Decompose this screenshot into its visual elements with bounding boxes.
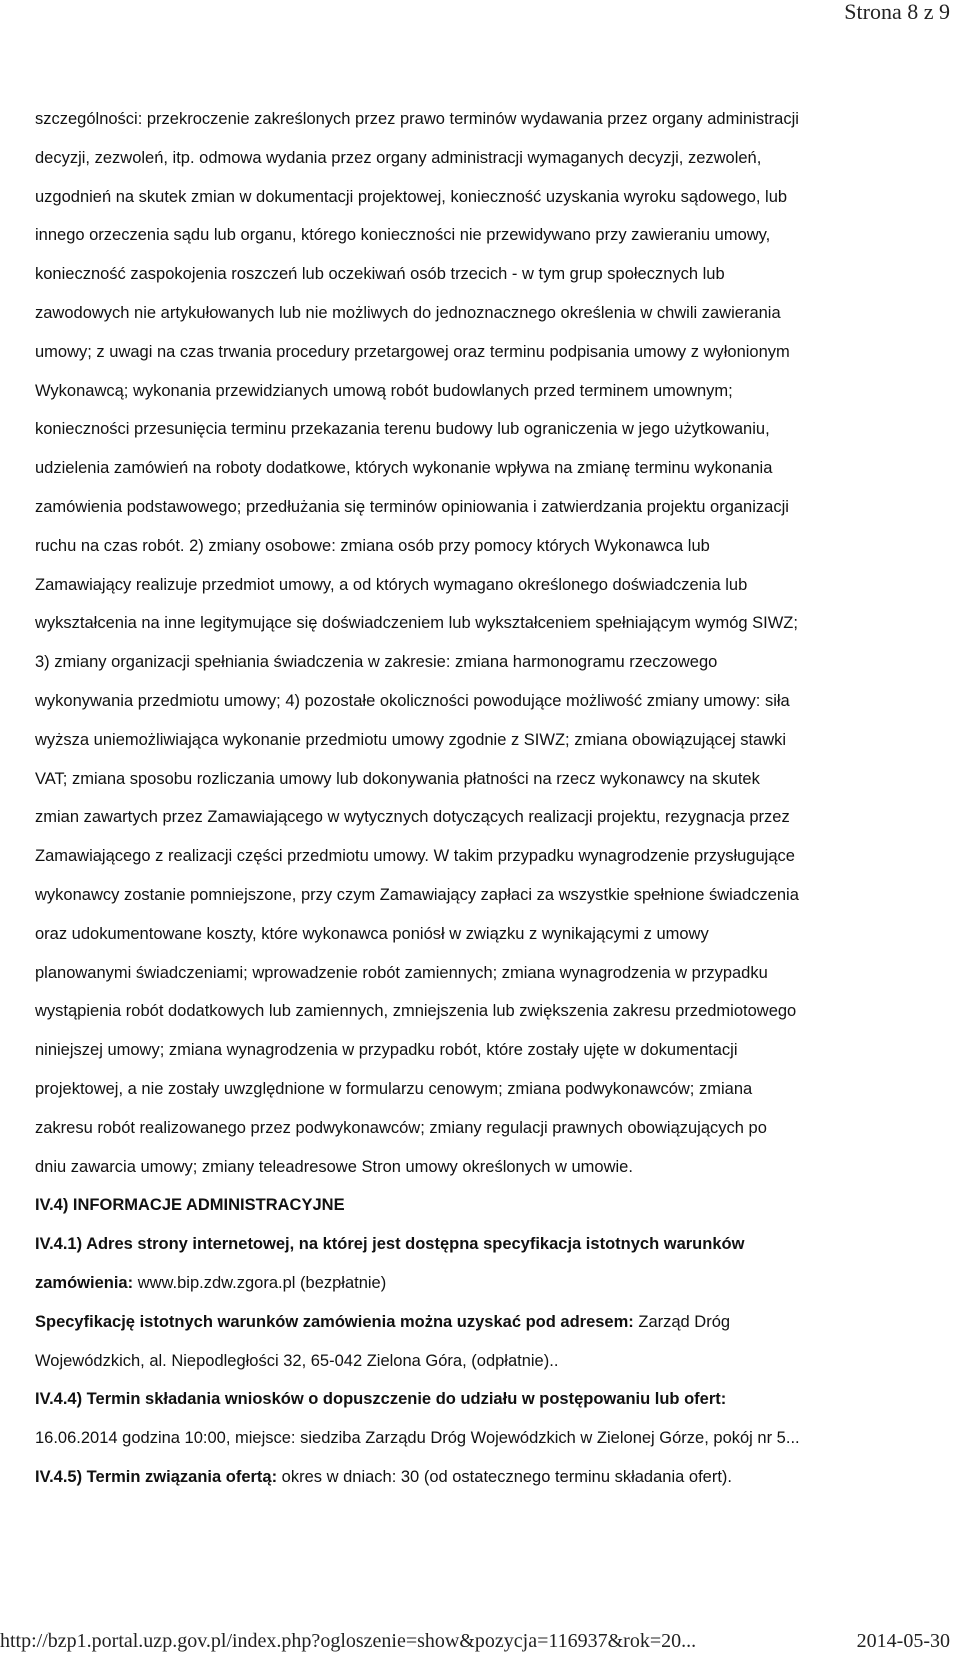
body-line: zamówienia podstawowego; przedłużania się terminów opiniowania i zatwierdzania projektu organizacji xyxy=(35,497,789,516)
body-line: 3) zmiany organizacji spełniania świadczenia w zakresie: zmiana harmonogramu rzeczowego xyxy=(35,653,718,672)
spec-url-line-1 xyxy=(35,1225,930,1264)
body-line: Zamawiającego z realizacji części przedmiotu umowy. W takim przypadku wynagrodzenie przysługujące xyxy=(35,847,795,866)
body-line: Zamawiający realizuje przedmiot umowy, a od których wymagano określonego doświadczenia lub xyxy=(35,575,748,594)
body-line: decyzji, zezwoleń, itp. odmowa wydania przez organy administracji wymaganych decyzji, zezwoleń, xyxy=(35,148,762,167)
body-line: udzielenia zamówień na roboty dodatkowe, których wykonanie wpływa na zmianę terminu wykonania xyxy=(35,459,773,478)
notice-body xyxy=(35,100,930,1497)
body-line: szczególności: przekroczenie zakreślonych przez prawo terminów wydawania przez organy administracji xyxy=(35,110,799,128)
body-line: Wykonawcą; wykonania przewidzianych umową robót budowlanych przed terminem umownym; xyxy=(35,381,733,400)
body-line: uzgodnień na skutek zmian w dokumentacji projektowej, konieczność uzyskania wyroku sądowego, lub xyxy=(35,187,788,206)
body-line: planowanymi świadczeniami; wprowadzenie robót zamiennych; zmiana wynagrodzenia w przypadku xyxy=(35,963,768,982)
spec-address-line-1 xyxy=(35,1303,930,1342)
footer-url: http://bzp1.portal.uzp.gov.pl/index.php?ogloszenie=show&pozycja=116937&rok=20... xyxy=(0,1630,697,1652)
deadline-value: 16.06.2014 godzina 10:00, miejsce: siedziba Zarządu Dróg Wojewódzkich w Zielonej Górze, pokój nr 5... xyxy=(35,1429,800,1448)
body-line: oraz udokumentowane koszty, które wykonawca poniósł w związku z wynikającymi z umowy xyxy=(35,924,709,943)
section-heading: IV.4) INFORMACJE ADMINISTRACYJNE xyxy=(35,1196,345,1215)
body-line: dniu zawarcia umowy; zmiany teleadresowe Stron umowy określonych w umowie. xyxy=(35,1157,633,1176)
body-line: konieczność zaspokojenia roszczeń lub oczekiwań osób trzecich - w tym grup społecznych lub xyxy=(35,265,725,284)
body-line: wykształcenia na inne legitymujące się doświadczeniem lub wykształceniem spełniającym wymóg SIWZ; xyxy=(35,614,798,633)
deadline-label: IV.4.4) Termin składania wniosków o dopuszczenie do udziału w postępowaniu lub ofert: xyxy=(35,1390,727,1409)
spec-address-label: Specyfikację istotnych warunków zamówienia można uzyskać pod adresem: xyxy=(35,1312,634,1331)
body-line: niniejszej umowy; zmiana wynagrodzenia w przypadku robót, które zostały ujęte w dokumentacji xyxy=(35,1041,738,1060)
body-line: zakresu robót realizowanego przez podwykonawców; zmiany regulacji prawnych obowiązujących po xyxy=(35,1118,767,1137)
page-number: Strona 8 z 9 xyxy=(844,0,950,24)
binding-period-value: okres w dniach: 30 (od ostatecznego terminu składania ofert). xyxy=(277,1467,732,1486)
spec-url-line-2 xyxy=(35,1264,930,1303)
spec-address-line-2: Wojewódzkich, al. Niepodległości 32, 65-042 Zielona Góra, (odpłatnie).. xyxy=(35,1351,559,1370)
body-line: wystąpienia robót dodatkowych lub zamiennych, zmniejszenia lub zwiększenia zakresu przedmiotowego xyxy=(35,1002,797,1021)
binding-period-label: IV.4.5) Termin związania ofertą: xyxy=(35,1467,278,1486)
body-line: umowy; z uwagi na czas trwania procedury przetargowej oraz terminu podpisania umowy z wyłonionym xyxy=(35,342,790,361)
body-line: wykonawcy zostanie pomniejszone, przy czym Zamawiający zapłaci za wszystkie spełnione świadczenia xyxy=(35,885,799,904)
body-line: konieczności przesunięcia terminu przekazania terenu budowy lub ograniczenia w jego użytkowaniu, xyxy=(35,420,770,439)
body-line: innego orzeczenia sądu lub organu, którego konieczności nie przewidywano przy zawieraniu umowy, xyxy=(35,226,771,245)
spec-url-value: www.bip.zdw.zgora.pl (bezpłatnie) xyxy=(133,1273,387,1292)
body-line: VAT; zmiana sposobu rozliczania umowy lub dokonywania płatności na rzecz wykonawcy na skutek xyxy=(35,769,760,788)
body-paragraph xyxy=(35,100,930,1186)
binding-period-line xyxy=(35,1458,930,1497)
body-line: ruchu na czas robót. 2) zmiany osobowe: zmiana osób przy pomocy których Wykonawca lub xyxy=(35,536,710,555)
footer-date: 2014-05-30 xyxy=(856,1630,950,1652)
body-line: wykonywania przedmiotu umowy; 4) pozostałe okoliczności powodujące możliwość zmiany umowy: siła xyxy=(35,691,790,710)
body-line: zmian zawartych przez Zamawiającego w wytycznych dotyczących realizacji projektu, rezygnacja przez xyxy=(35,808,790,827)
body-line: wyższa uniemożliwiająca wykonanie przedmiotu umowy zgodnie z SIWZ; zmiana obowiązującej stawki xyxy=(35,730,787,749)
spec-url-label-cont: zamówienia: xyxy=(35,1273,134,1292)
spec-address-value: Zarząd Dróg xyxy=(633,1312,731,1331)
spec-url-label: IV.4.1) Adres strony internetowej, na której jest dostępna specyfikacja istotnych warunków xyxy=(35,1235,745,1254)
body-line: projektowej, a nie zostały uwzględnione w formularzu cenowym; zmiana podwykonawców; zmiana xyxy=(35,1079,753,1098)
body-line: zawodowych nie artykułowanych lub nie możliwych do jednoznacznego określenia w chwili zawierania xyxy=(35,303,781,322)
